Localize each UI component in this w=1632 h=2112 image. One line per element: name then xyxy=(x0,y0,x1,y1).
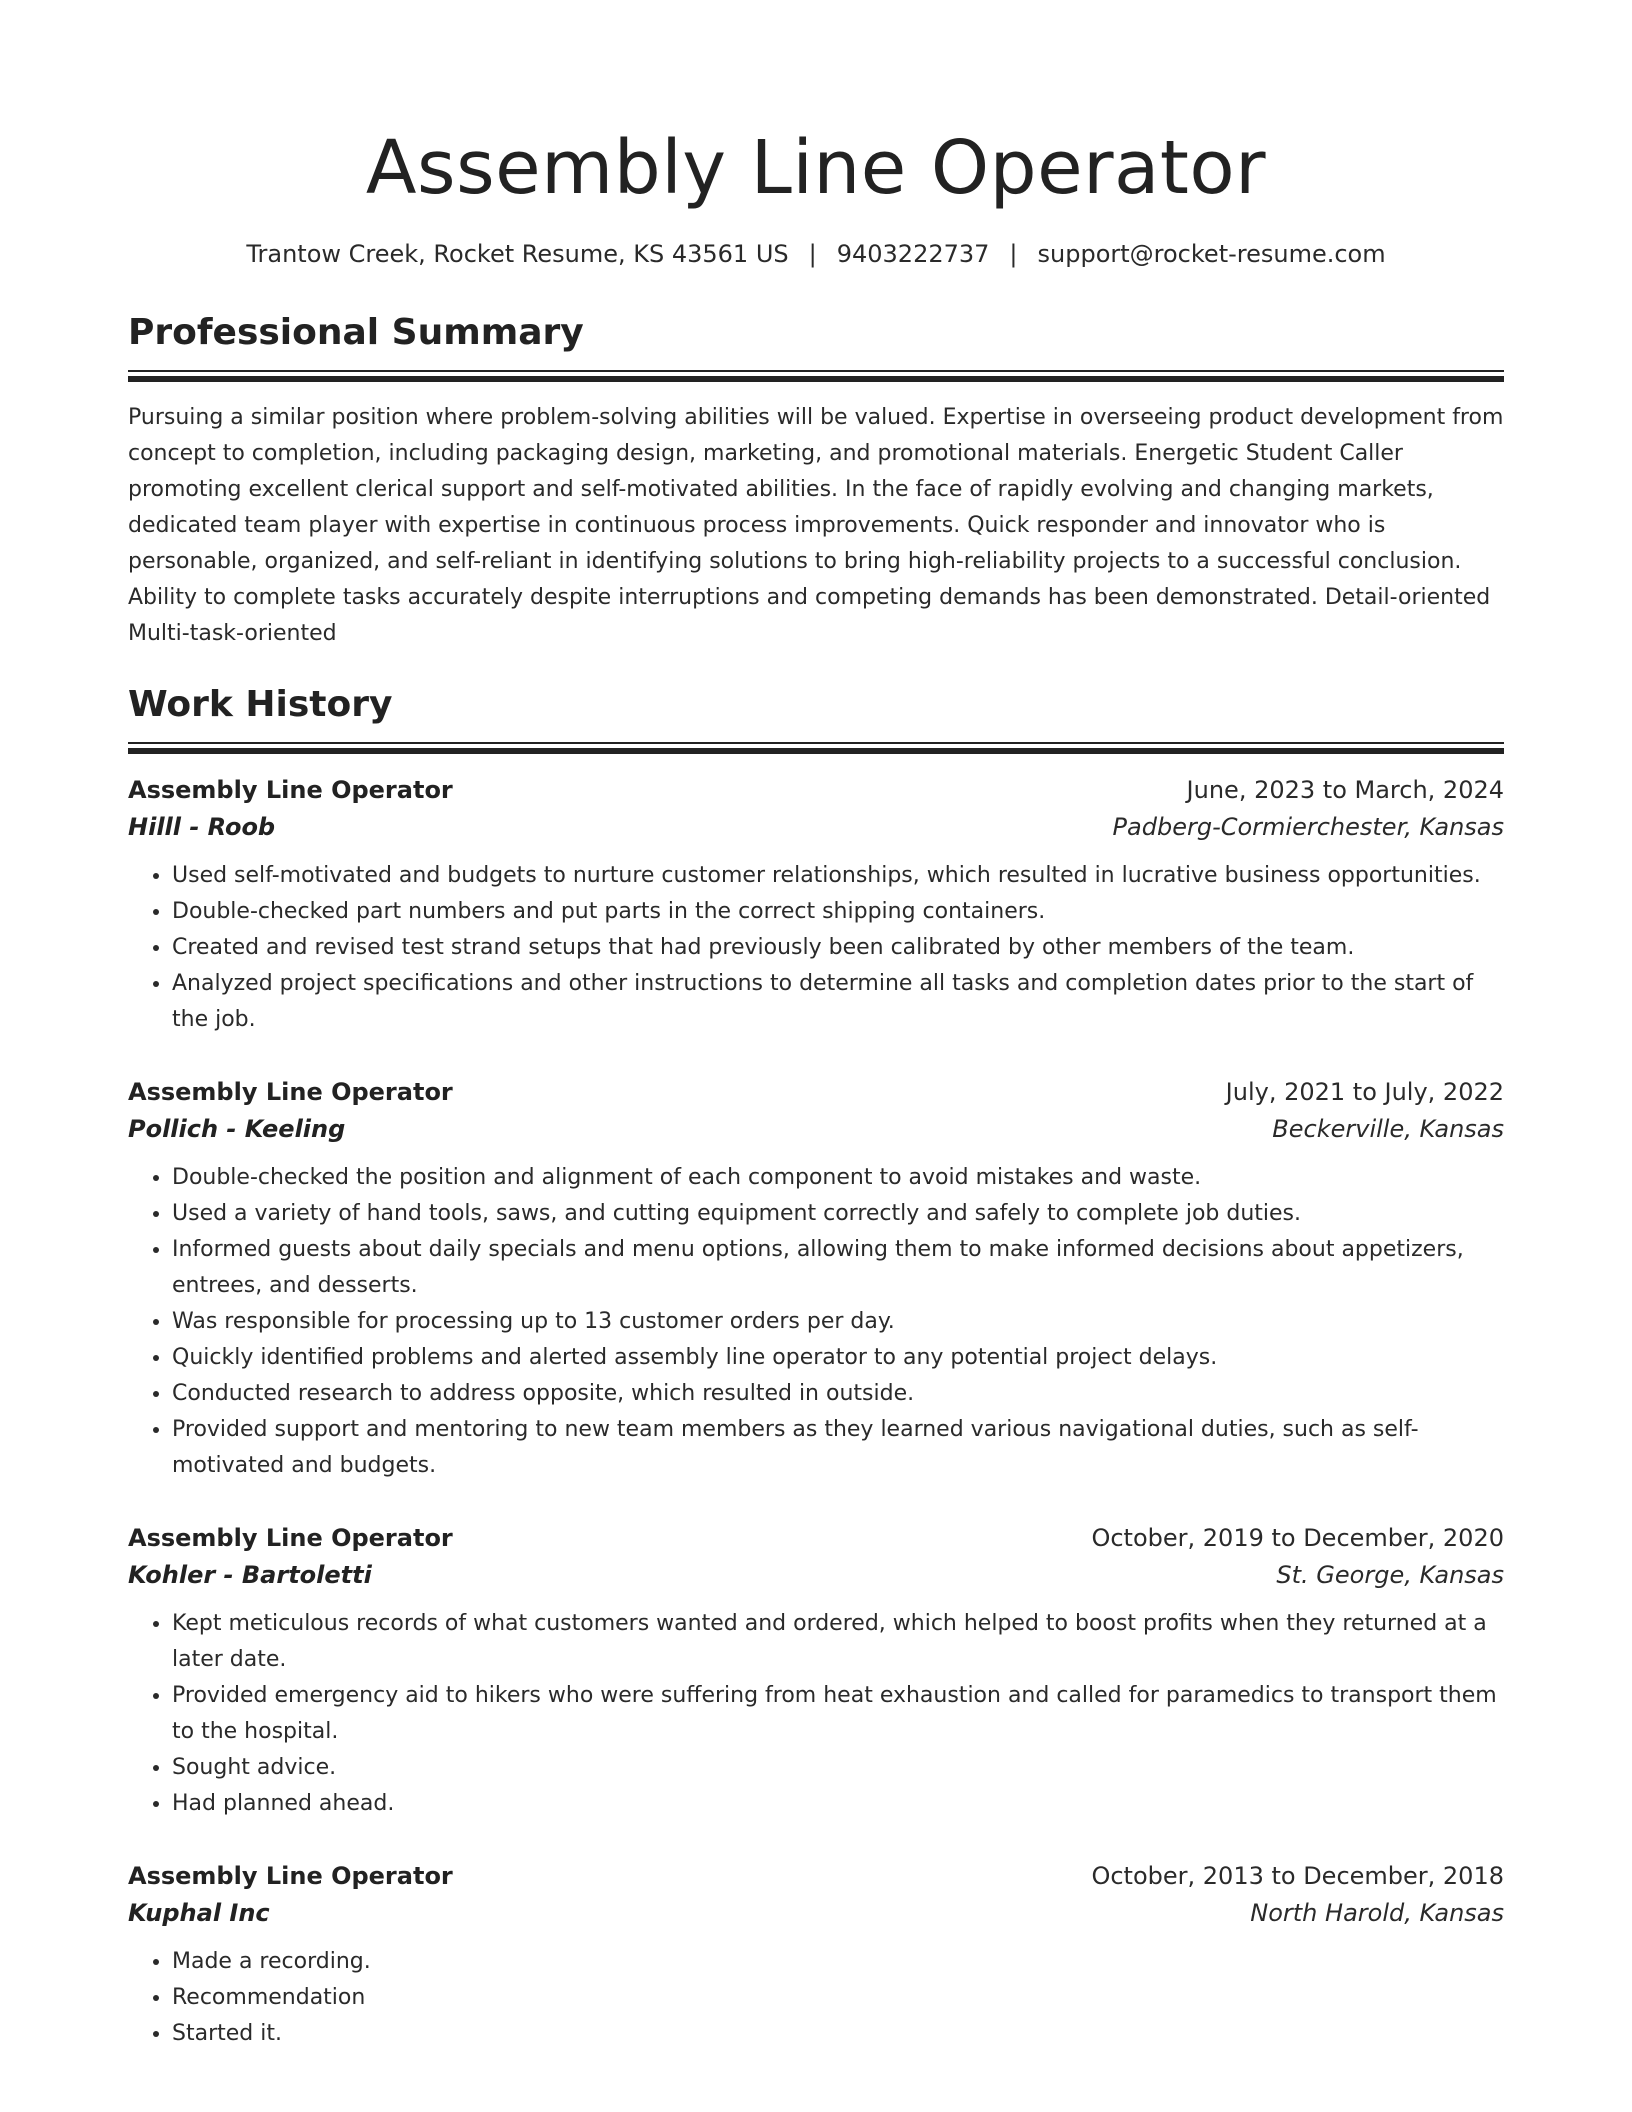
candidate-name: Assembly Line Operator xyxy=(365,125,1267,211)
job-location: North Harold, Kansas xyxy=(1250,1899,1504,1927)
summary-section xyxy=(128,310,1504,652)
contact-separator: | xyxy=(1009,240,1018,268)
job-duty-item: • Double-checked the position and alignment of each component to avoid mistakes and waste. xyxy=(172,1160,1504,1196)
job-dates: October, 2013 to December, 2018 xyxy=(1091,1862,1504,1890)
job-title: Assembly Line Operator xyxy=(128,776,453,804)
job-duty-item: • Provided support and mentoring to new team members as they learned various navigational duties, such as self-motivated and budgets. xyxy=(172,1412,1504,1484)
contact-address: Trantow Creek, Rocket Resume, KS 43561 US xyxy=(246,240,789,268)
summary-text: Pursuing a similar position where problem-solving abilities will be valued. Expertise in overseeing product development from concept to completion, including packaging design, marketing, and promotional materials. Energetic Student Caller promoting excellent clerical support and self-motivated abilities. In the face of rapidly evolving and changing markets, dedicated team player with expertise in continuous process improvements. Quick responder and innovator who is personable, organized, and self-reliant in identifying solutions to bring high-reliability projects to a successful conclusion. Ability to complete tasks accurately despite interruptions and competing demands has been demonstrated. Detail-oriented Multi-task-oriented xyxy=(128,405,1504,646)
job-duties xyxy=(128,858,1504,1038)
job-duty-item: • Double-checked part numbers and put parts in the correct shipping containers. xyxy=(172,894,1504,930)
job-duties xyxy=(128,1160,1504,1484)
job-title: Assembly Line Operator xyxy=(128,1862,453,1890)
job-duty-item: • Provided emergency aid to hikers who were suffering from heat exhaustion and called for paramedics to transport them to the hospital. xyxy=(172,1678,1504,1750)
work-history-section xyxy=(128,682,1504,2052)
job-entry xyxy=(128,1520,1504,1822)
job-duties xyxy=(128,1944,1504,2052)
contact-phone: 9403222737 xyxy=(836,240,990,268)
job-duty-item: • Was responsible for processing up to 13 customer orders per day. xyxy=(172,1304,1504,1340)
work-history-heading: Work History xyxy=(128,684,393,725)
resume-page xyxy=(128,0,1504,2052)
job-duty-item: • Used a variety of hand tools, saws, and cutting equipment correctly and safely to complete job duties. xyxy=(172,1196,1504,1232)
section-divider xyxy=(128,742,1504,752)
job-company: Kohler - Bartoletti xyxy=(128,1561,372,1589)
job-duty-item: • Used self-motivated and budgets to nurture customer relationships, which resulted in lucrative business opportunities. xyxy=(172,858,1504,894)
contact-email: support@rocket-resume.com xyxy=(1037,240,1386,268)
job-title: Assembly Line Operator xyxy=(128,1078,453,1106)
job-company: Kuphal Inc xyxy=(128,1899,270,1927)
job-entry xyxy=(128,1074,1504,1484)
job-entry xyxy=(128,772,1504,1038)
job-duty-item: • Informed guests about daily specials and menu options, allowing them to make informed decisions about appetizers, entrees, and desserts. xyxy=(172,1232,1504,1304)
job-location: St. George, Kansas xyxy=(1276,1561,1504,1589)
job-duty-item: • Created and revised test strand setups that had previously been calibrated by other members of the team. xyxy=(172,930,1504,966)
job-duty-item: • Kept meticulous records of what customers wanted and ordered, which helped to boost profits when they returned at a later date. xyxy=(172,1606,1504,1678)
job-company: Hilll - Roob xyxy=(128,813,276,841)
job-duties xyxy=(128,1606,1504,1822)
job-duty-item: • Quickly identified problems and alerted assembly line operator to any potential project delays. xyxy=(172,1340,1504,1376)
job-duty-item: • Made a recording. xyxy=(172,1944,1504,1980)
job-duty-item: • Recommendation xyxy=(172,1980,1504,2016)
job-entry xyxy=(128,1858,1504,2052)
job-dates: July, 2021 to July, 2022 xyxy=(1225,1078,1504,1106)
job-duty-item: • Started it. xyxy=(172,2016,1504,2052)
section-divider xyxy=(128,370,1504,380)
job-location: Padberg-Cormierchester, Kansas xyxy=(1112,813,1504,841)
job-location: Beckerville, Kansas xyxy=(1272,1115,1504,1143)
job-title: Assembly Line Operator xyxy=(128,1524,453,1552)
summary-heading: Professional Summary xyxy=(128,312,584,353)
contact-line xyxy=(128,238,1504,270)
contact-separator: | xyxy=(808,240,817,268)
job-duty-item: • Conducted research to address opposite, which resulted in outside. xyxy=(172,1376,1504,1412)
job-duty-item: • Sought advice. xyxy=(172,1750,1504,1786)
job-duty-item: • Had planned ahead. xyxy=(172,1786,1504,1822)
job-duty-item: • Analyzed project specifications and other instructions to determine all tasks and completion dates prior to the start of the job. xyxy=(172,966,1504,1038)
job-dates: October, 2019 to December, 2020 xyxy=(1091,1524,1504,1552)
job-dates: June, 2023 to March, 2024 xyxy=(1186,776,1504,804)
job-company: Pollich - Keeling xyxy=(128,1115,346,1143)
